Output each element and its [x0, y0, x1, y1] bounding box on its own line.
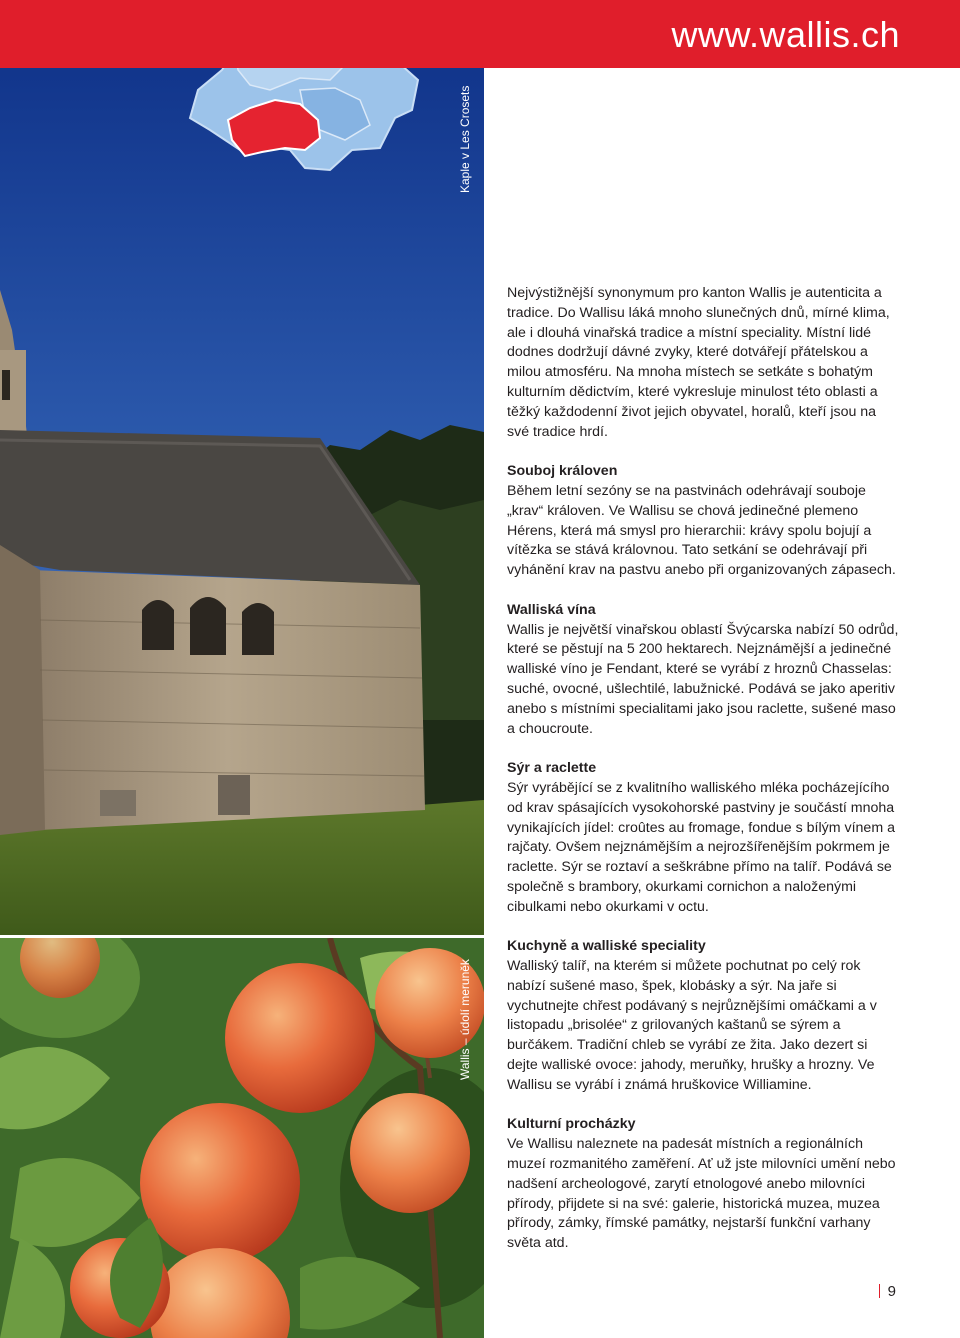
article-text	[507, 284, 902, 1254]
section-cuisine	[507, 937, 902, 1095]
section-body: Ve Wallisu naleznete na padesát místních a regionálních muzeí rozmanitého zaměření. Ať už jste milovníci umění nebo nadšení archeologové, zarytí etnologové anebo milovníci přírody, přijdete si na své: galerie, historická muzea, muzea přírody, zámky, římské památky, nejstarší funkční varhany světa atd.	[507, 1136, 896, 1252]
header-bar	[0, 0, 960, 68]
photo-caption-apricots: Wallis – údolí meruněk	[458, 959, 472, 1080]
photo-caption-chapel: Kaple v Les Crosets	[458, 85, 472, 193]
section-queens-fight	[507, 462, 902, 581]
page-number-value: 9	[887, 1283, 896, 1300]
intro-paragraph: Nejvýstižnější synonymum pro kanton Wallis je autenticita a tradice. Do Wallisu láká mnoho slunečných dnů, mírné klima, ale i dlouhá vinařská tradice a místní speciality. Místní lidé dodnes dodržují dávné zvyky, které dotvářejí přátelskou a milou atmosféru. Na mnoha místech se setkáte s bohatým kulturním dědictvím, které vykresluje minulost této oblasti a těžký každodenní život jejich obyvatel, horalů, kteří jsou na své tradice hrdí.	[507, 285, 890, 440]
section-cheese-raclette	[507, 759, 902, 917]
apricot-photo	[0, 938, 484, 1338]
section-body: Wallis je největší vinařskou oblastí Švýcarska nabízí 50 odrůd, které se pěstují na 5 200 hektarech. Nejznámější a jedinečné walliské víno je Fendant, které se vyrábí z hroznů Chasselas: suché, ovocné, ušlechtilé, labužnické. Podává se jako aperitiv anebo s místními specialitami jako jsou raclette, sušené maso a choucroute.	[507, 621, 899, 737]
section-title: Souboj královen	[507, 463, 618, 480]
section-wines	[507, 601, 902, 740]
section-title: Kulturní procházky	[507, 1116, 636, 1133]
section-body: Sýr vyrábějící se z kvalitního walliského mléka pocházejícího od krav spásajících vysokohorské pastviny je součástí mnoha vynikajících jídel: croûtes au fromage, fondue s bílým vínem a rajčaty. Ovšem nejznámějším a nejrozšířenějším pokrmem je raclette. Sýr se roztaví a seškrábne přímo na talíř. Podává se společně s brambory, okurkami cornichon a naloženými cibulkami nebo okurkami v octu.	[507, 779, 895, 915]
section-title: Walliská vína	[507, 601, 596, 618]
page-number	[879, 1283, 896, 1300]
site-url-link[interactable]: www.wallis.ch	[671, 14, 900, 55]
section-title: Sýr a raclette	[507, 760, 597, 777]
section-body: Během letní sezóny se na pastvinách odehrávají souboje „krav“ královen. Ve Wallisu se chová jedinečné plemeno Hérens, která má smysl pro hierarchii: krávy spolu bojují a vítězka se stává královnou. Tato setkání se odehrávají při vyhánění krav na pastvu anebo při organizovaných zápasech.	[507, 482, 896, 579]
section-title: Kuchyně a walliské speciality	[507, 938, 706, 955]
page-number-divider	[879, 1284, 880, 1298]
section-body: Walliský talíř, na kterém si můžete pochutnat po celý rok nabízí sušené maso, špek, klobásky a sýr. Na jaře si vychutnejte chřest podávaný s nejrůznějšími omáčkami a v listopadu „brisolée“ z grilovaných kaštanů se sýrem a burčákem. Tradiční chleb se vyrábí ze žita. Jako dezert si dejte walliské ovoce: jahody, meruňky, hrušky a hrozny. Ve Wallisu se vyrábí i známá hruškovice Williamine.	[507, 958, 877, 1093]
chapel-photo	[0, 0, 484, 935]
section-culture-walks	[507, 1115, 902, 1254]
